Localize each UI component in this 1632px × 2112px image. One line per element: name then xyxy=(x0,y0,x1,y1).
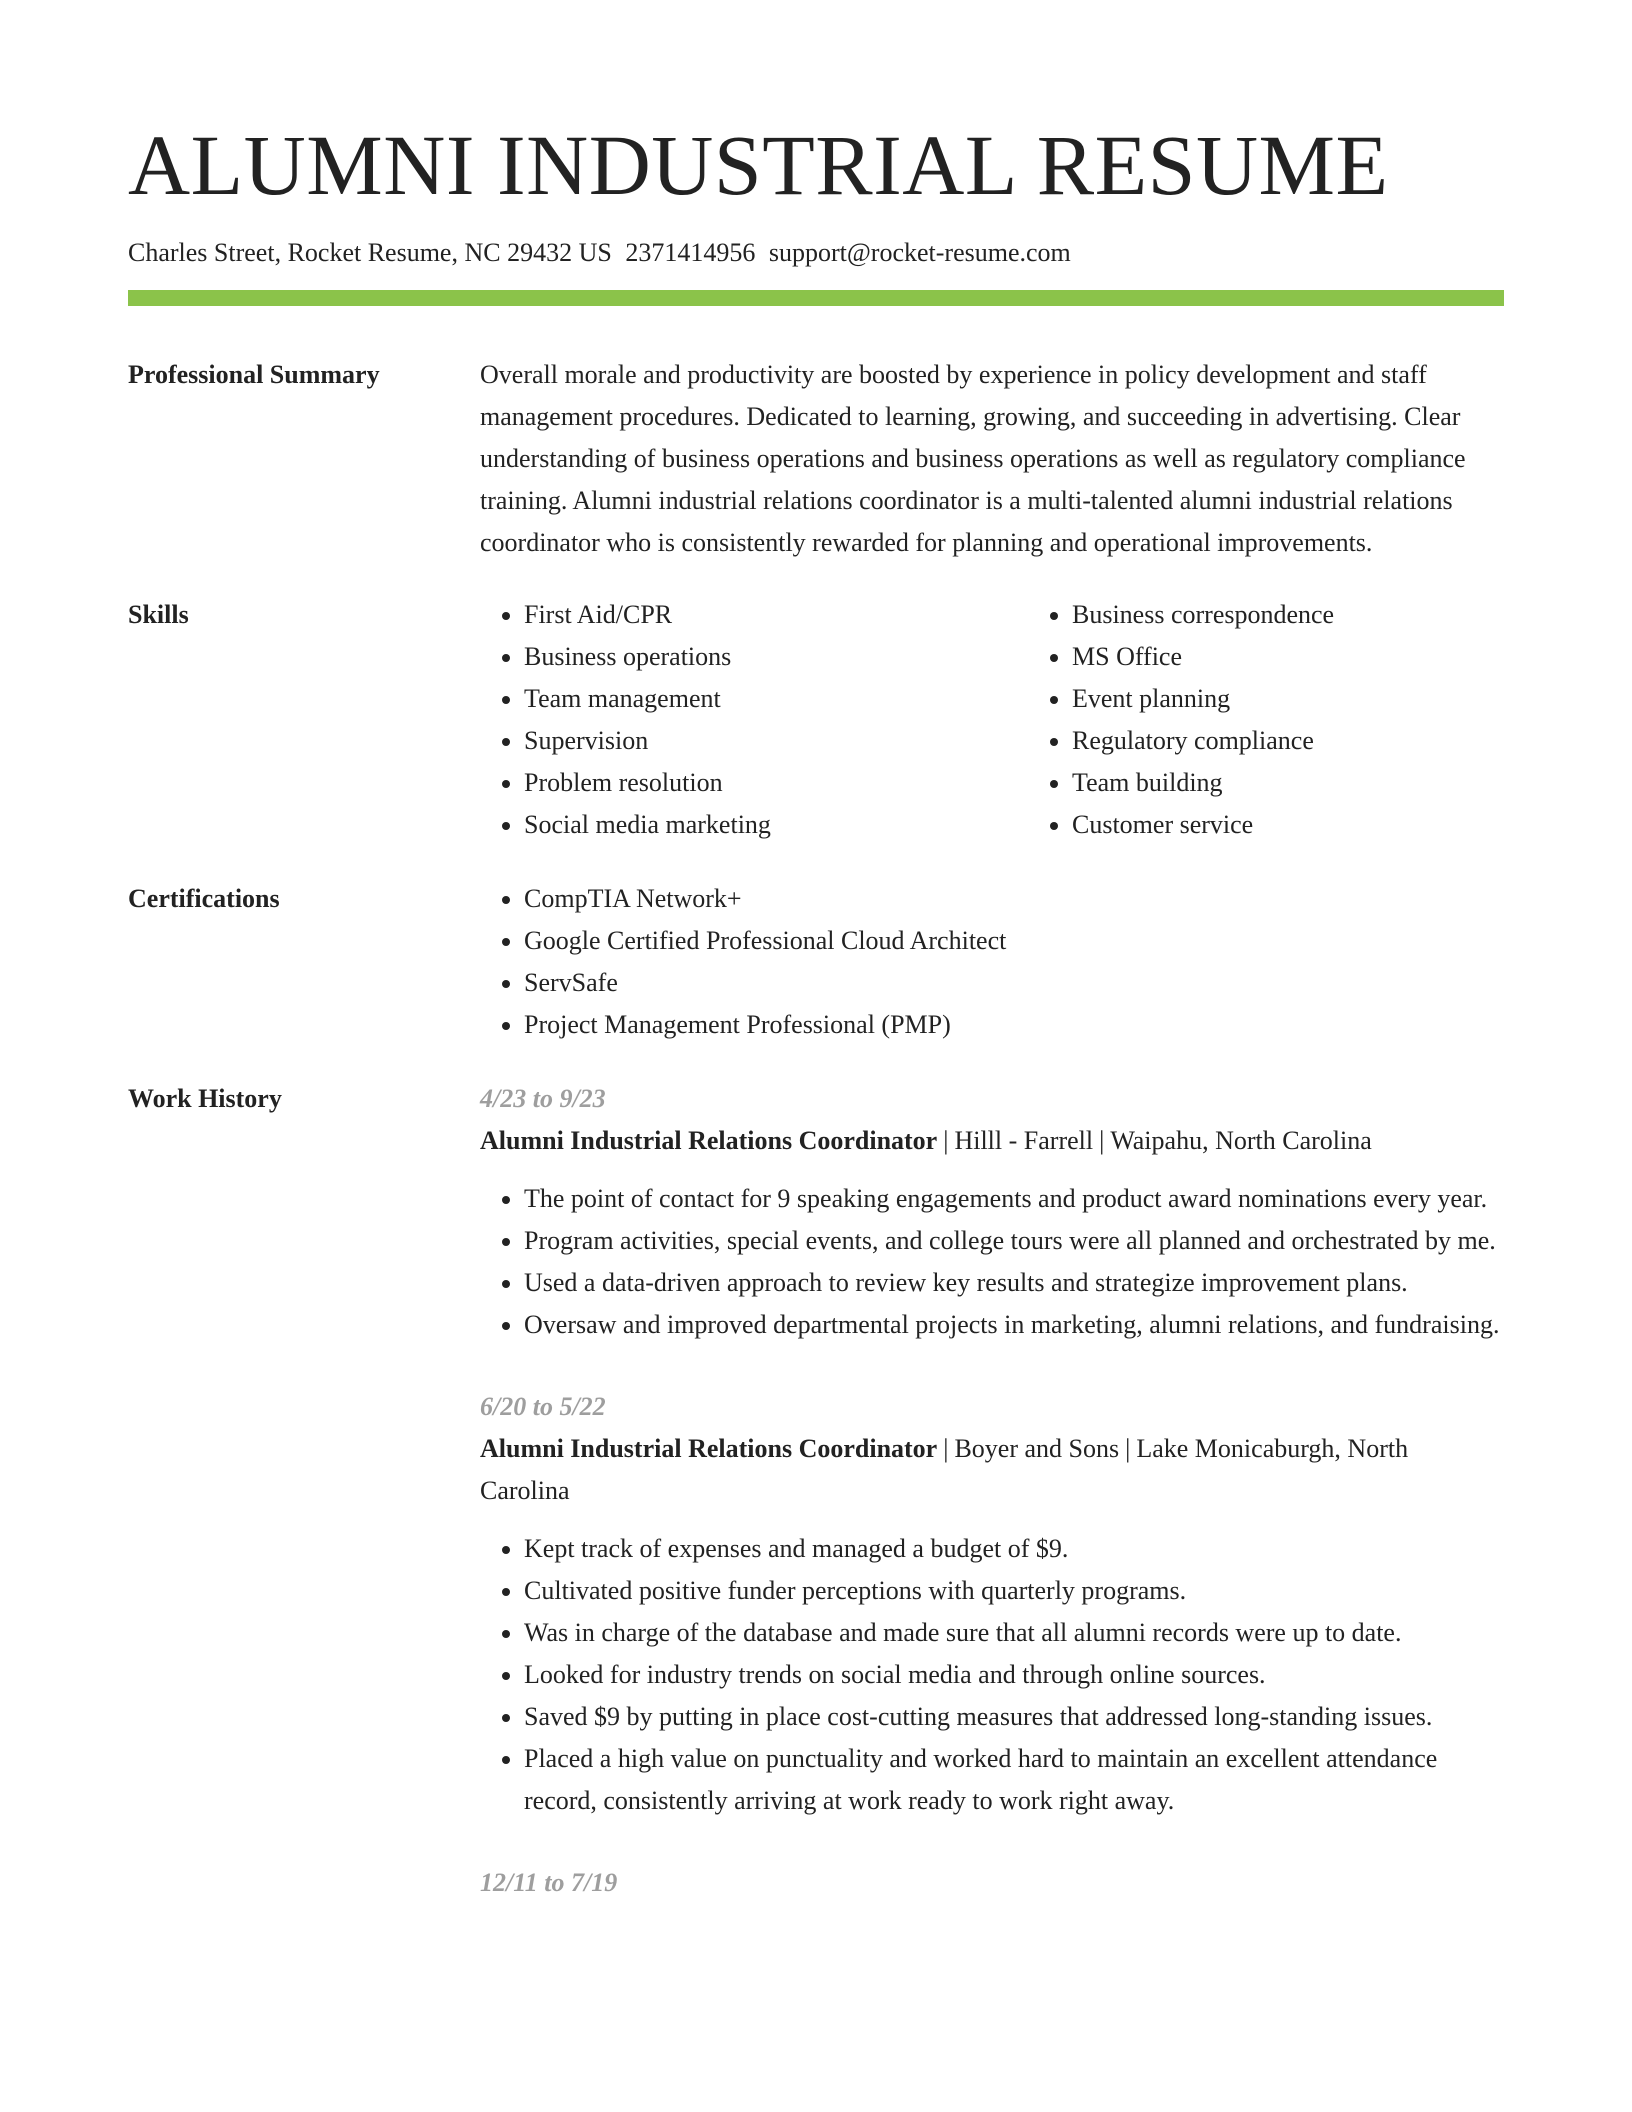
job-entry xyxy=(480,1862,1504,1904)
summary-heading: Professional Summary xyxy=(128,359,380,389)
skill-item: • Regulatory compliance xyxy=(1072,720,1576,762)
skill-item: • Social media marketing xyxy=(524,804,1028,846)
header-divider xyxy=(128,290,1504,306)
skill-item: • Team management xyxy=(524,678,1028,720)
certification-item: • Project Management Professional (PMP) xyxy=(524,1004,1504,1046)
summary-section xyxy=(128,354,1504,564)
contact-line xyxy=(128,237,1504,268)
work-history-heading: Work History xyxy=(128,1083,282,1113)
skills-heading: Skills xyxy=(128,599,189,629)
job-bullet: • Looked for industry trends on social media and through online sources. xyxy=(524,1654,1504,1696)
job-title-line: Alumni Industrial Relations Coordinator | Boyer and Sons | Lake Monicaburgh, North Carolina xyxy=(480,1433,1409,1505)
certifications-section xyxy=(128,878,1504,1046)
skill-item: • Event planning xyxy=(1072,678,1576,720)
skill-item: • Business operations xyxy=(524,636,1028,678)
job-company: Boyer and Sons xyxy=(954,1433,1120,1463)
skill-item: • MS Office xyxy=(1072,636,1576,678)
job-entry xyxy=(480,1078,1504,1346)
resume-page xyxy=(128,118,1504,1944)
job-bullet: • Oversaw and improved departmental projects in marketing, alumni relations, and fundraising. xyxy=(524,1304,1504,1346)
work-history-section xyxy=(128,1078,1504,1944)
job-bullet: • Saved $9 by putting in place cost-cutting measures that addressed long-standing issues. xyxy=(524,1696,1504,1738)
contact-address: Charles Street, Rocket Resume, NC 29432 US xyxy=(128,237,612,267)
skill-item: • Business correspondence xyxy=(1072,594,1576,636)
job-bullet: • Used a data-driven approach to review key results and strategize improvement plans. xyxy=(524,1262,1504,1304)
job-dates: 6/20 to 5/22 xyxy=(480,1391,606,1421)
job-dates: 12/11 to 7/19 xyxy=(480,1867,618,1897)
job-bullet: • Program activities, special events, and college tours were all planned and orchestrated by me. xyxy=(524,1220,1504,1262)
job-bullet: • Cultivated positive funder perceptions with quarterly programs. xyxy=(524,1570,1504,1612)
certification-item: • CompTIA Network+ xyxy=(524,878,1504,920)
skill-item: • Team building xyxy=(1072,762,1576,804)
certifications-list xyxy=(480,878,1504,1046)
job-bullets xyxy=(480,1178,1504,1346)
job-location: Waipahu, North Carolina xyxy=(1110,1125,1372,1155)
job-company: Hilll - Farrell xyxy=(954,1125,1094,1155)
certifications-heading: Certifications xyxy=(128,883,280,913)
skill-item: • Supervision xyxy=(524,720,1028,762)
resume-title: ALUMNI INDUSTRIAL RESUME xyxy=(128,117,1389,213)
job-dates: 4/23 to 9/23 xyxy=(480,1083,606,1113)
job-bullets xyxy=(480,1528,1504,1822)
skills-list-right xyxy=(1028,594,1576,846)
skill-item: • First Aid/CPR xyxy=(524,594,1028,636)
job-bullet: • Was in charge of the database and made sure that all alumni records were up to date. xyxy=(524,1612,1504,1654)
job-title: Alumni Industrial Relations Coordinator xyxy=(480,1125,938,1155)
contact-email: support@rocket-resume.com xyxy=(768,237,1071,267)
skills-list-left xyxy=(480,594,1028,846)
job-title-line: Alumni Industrial Relations Coordinator | Hilll - Farrell | Waipahu, North Carolina xyxy=(480,1125,1372,1155)
skill-item: • Customer service xyxy=(1072,804,1576,846)
certification-item: • Google Certified Professional Cloud Architect xyxy=(524,920,1504,962)
job-location: Lake Monicaburgh, North Carolina xyxy=(480,1433,1409,1505)
certification-item: • ServSafe xyxy=(524,962,1504,1004)
job-bullet: • Placed a high value on punctuality and worked hard to maintain an excellent attendance record, consistently arriving at work ready to work right away. xyxy=(524,1738,1504,1822)
job-title: Alumni Industrial Relations Coordinator xyxy=(480,1433,938,1463)
skills-section xyxy=(128,594,1504,846)
job-bullet: • The point of contact for 9 speaking engagements and product award nominations every year. xyxy=(524,1178,1504,1220)
job-bullet: • Kept track of expenses and managed a budget of $9. xyxy=(524,1528,1504,1570)
job-entry xyxy=(480,1386,1504,1822)
summary-text: Overall morale and productivity are boosted by experience in policy development and staff management procedures. Dedicated to learning, growing, and succeeding in advertising. Clear understanding of business operations and business operations as well as regulatory compliance training. Alumni industrial relations coordinator is a multi-talented alumni industrial relations coordinator who is consistently rewarded for planning and operational improvements. xyxy=(480,359,1466,557)
skill-item: • Problem resolution xyxy=(524,762,1028,804)
contact-phone: 2371414956 xyxy=(625,237,756,267)
